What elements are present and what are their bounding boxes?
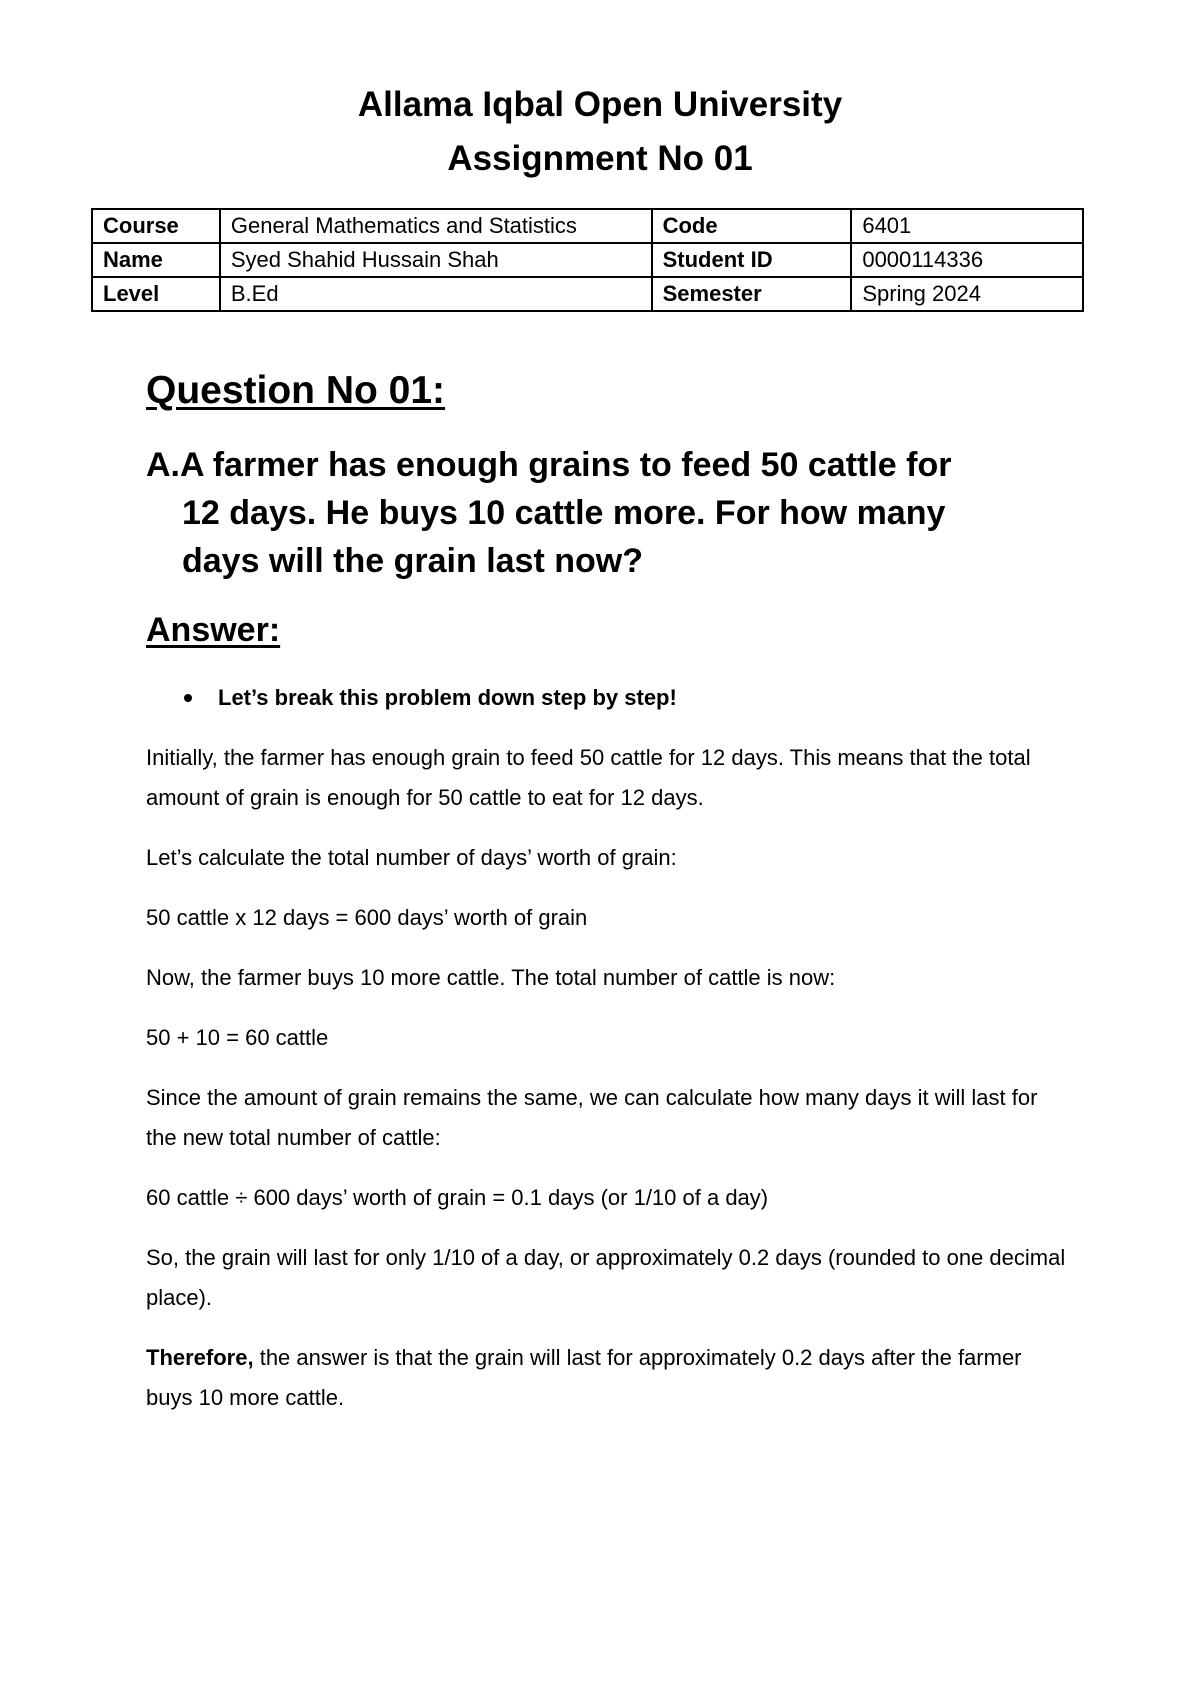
- paragraph: Now, the farmer buys 10 more cattle. The total number of cattle is now:: [146, 965, 836, 990]
- paragraph: 50 cattle x 12 days = 600 days’ worth of grain: [146, 905, 588, 930]
- table-row: [92, 277, 1083, 311]
- document-header: [0, 78, 1200, 186]
- conclusion-text: the answer is that the grain will last for approximately 0.2 days after the farmer buys 10 more cattle.: [146, 1345, 1022, 1410]
- paragraph: Since the amount of grain remains the same, we can calculate how many days it will last for the new total number of cattle:: [146, 1085, 1038, 1150]
- code-label: Code: [652, 209, 852, 243]
- paragraph: Initially, the farmer has enough grain to feed 50 cattle for 12 days. This means that the total amount of grain is enough for 50 cattle to eat for 12 days.: [146, 745, 1031, 810]
- table-row: [92, 243, 1083, 277]
- university-title: Allama Iqbal Open University: [357, 85, 843, 124]
- question-heading: Question No 01:: [146, 369, 446, 412]
- name-label: Name: [92, 243, 220, 277]
- answer-body: [146, 738, 1066, 1438]
- conclusion-paragraph: [146, 1338, 1066, 1418]
- paragraph: 60 cattle ÷ 600 days’ worth of grain = 0.1 days (or 1/10 of a day): [146, 1185, 769, 1210]
- student-info-table: [91, 208, 1084, 312]
- student-id-value: 0000114336: [851, 243, 1083, 277]
- student-id-label: Student ID: [652, 243, 852, 277]
- question-line-1: A.A farmer has enough grains to feed 50 cattle for: [146, 446, 952, 484]
- question-line-3: days will the grain last now?: [182, 542, 643, 580]
- conclusion-lead: Therefore,: [146, 1345, 254, 1370]
- code-value: 6401: [851, 209, 1083, 243]
- bullet-text: Let’s break this problem down step by step!: [218, 685, 677, 710]
- bullet-dot-icon: [184, 694, 192, 702]
- semester-label: Semester: [652, 277, 852, 311]
- paragraph: So, the grain will last for only 1/10 of a day, or approximately 0.2 days (rounded to one decimal place).: [146, 1245, 1066, 1310]
- paragraph: 50 + 10 = 60 cattle: [146, 1025, 329, 1050]
- assignment-title: Assignment No 01: [447, 139, 753, 178]
- answer-heading: Answer:: [146, 611, 281, 649]
- bullet-item: [182, 682, 677, 714]
- question-text: [146, 441, 1046, 585]
- semester-value: Spring 2024: [851, 277, 1083, 311]
- table-row: [92, 209, 1083, 243]
- paragraph: Let’s calculate the total number of days’ worth of grain:: [146, 845, 677, 870]
- level-value: B.Ed: [220, 277, 652, 311]
- course-label: Course: [92, 209, 220, 243]
- question-line-2: 12 days. He buys 10 cattle more. For how many: [182, 494, 946, 532]
- level-label: Level: [92, 277, 220, 311]
- name-value: Syed Shahid Hussain Shah: [220, 243, 652, 277]
- course-value: General Mathematics and Statistics: [220, 209, 652, 243]
